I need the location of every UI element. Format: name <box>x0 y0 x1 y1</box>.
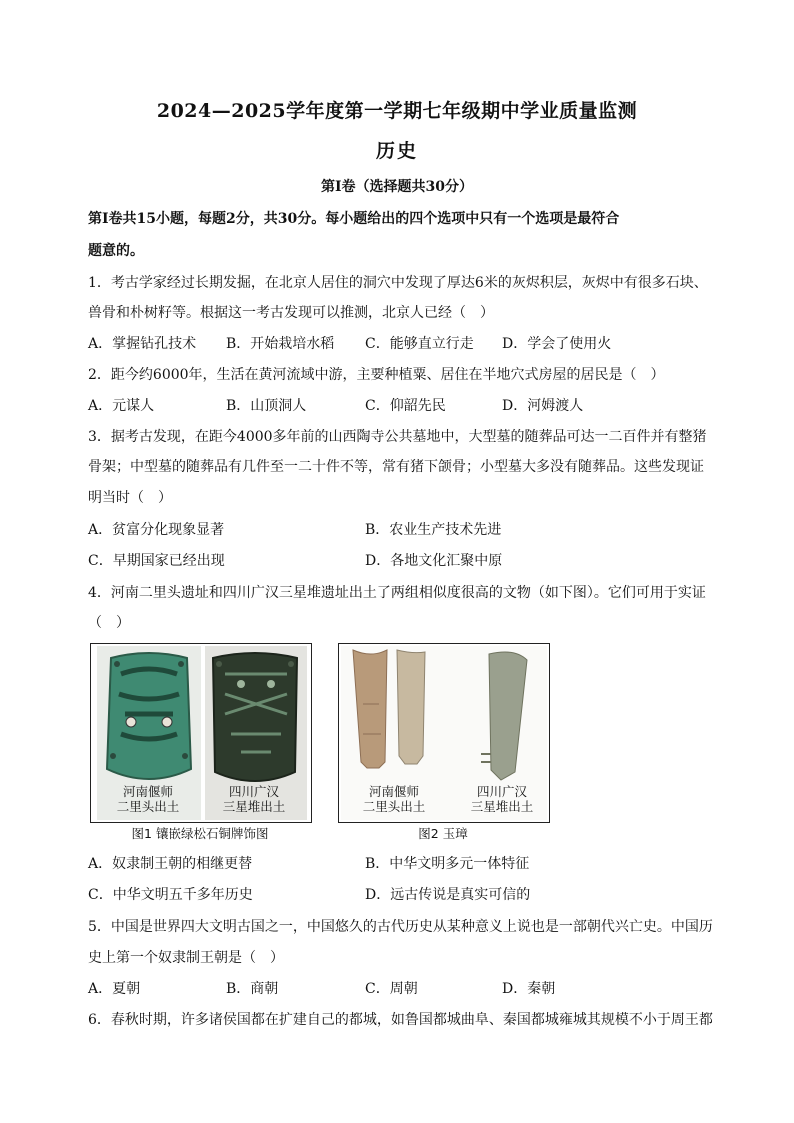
q4-stem-line-1: 4．河南二里头遗址和四川广汉三星堆遗址出土了两组相似度很高的文物（如下图）。它们可用于实证 <box>88 585 706 601</box>
q5-option-d[interactable]: D．秦朝 <box>502 981 556 997</box>
q2-option-c[interactable]: C．仰韶先民 <box>365 398 446 414</box>
q6-stem-line-1: 6．春秋时期，许多诸侯国都在扩建自己的都城，如鲁国都城曲阜、秦国都城雍城其规模不小于周王都 <box>88 1012 713 1028</box>
subject-title: 历史 <box>375 140 418 162</box>
fig2-label-sichuan <box>457 784 547 814</box>
fig2-label-henan-line-1: 河南偃师 <box>368 784 419 799</box>
q3-stem-line-2: 骨架；中型墓的随葬品有几件至一二十件不等，常有猪下颌骨；小型墓大多没有随葬品。这些发现证 <box>88 459 704 475</box>
q4-option-d[interactable]: D．远古传说是真实可信的 <box>365 887 531 903</box>
fig1-label-henan-line-1: 河南偃师 <box>122 784 173 799</box>
q4-option-c[interactable]: C．中华文明五千多年历史 <box>88 887 253 903</box>
q5-option-c[interactable]: C．周朝 <box>365 981 418 997</box>
q4-option-b[interactable]: B．中华文明多元一体特征 <box>365 856 530 872</box>
q4-option-a[interactable]: A．奴隶制王朝的相继更替 <box>88 856 253 872</box>
fig1-label-henan-line-2: 二里头出土 <box>116 799 180 814</box>
q5-option-b[interactable]: B．商朝 <box>226 981 279 997</box>
fig2-label-henan <box>349 784 439 814</box>
q3-option-c[interactable]: C．早期国家已经出现 <box>88 553 225 569</box>
fig1-label-sichuan-line-1: 四川广汉 <box>228 784 279 799</box>
fig1-label-sichuan-line-2: 三星堆出土 <box>222 799 286 814</box>
q3-option-d[interactable]: D．各地文化汇聚中原 <box>365 553 503 569</box>
q2-option-d[interactable]: D．河姆渡人 <box>502 398 584 414</box>
section-title: 第Ⅰ卷（选择题共30分） <box>320 179 474 195</box>
q3-stem-line-3: 明当时（ ） <box>88 490 172 506</box>
q5-stem-line-2: 史上第一个奴隶制王朝是（ ） <box>88 950 284 966</box>
q1-option-b[interactable]: B．开始栽培水稻 <box>226 336 335 352</box>
q1-option-d[interactable]: D．学会了使用火 <box>502 336 612 352</box>
q3-option-b[interactable]: B．农业生产技术先进 <box>365 522 502 538</box>
figure-1-bronze-plaques <box>90 643 312 823</box>
figure-2-jade-zhang <box>338 643 550 823</box>
q1-stem-line-2: 兽骨和朴树籽等。根据这一考古发现可以推测，北京人已经（ ） <box>88 305 494 321</box>
q1-stem-line-1: 1．考古学家经过长期发掘，在北京人居住的洞穴中发现了厚达6米的灰烬积层，灰烬中有很多石块、 <box>88 275 708 291</box>
q2-option-b[interactable]: B．山顶洞人 <box>226 398 307 414</box>
q5-stem-line-1: 5．中国是世界四大文明古国之一，中国悠久的古代历史从某种意义上说也是一部朝代兴亡史。中国历 <box>88 919 713 935</box>
instructions-line-2: 题意的。 <box>88 243 144 259</box>
fig2-label-sichuan-line-1: 四川广汉 <box>476 784 527 799</box>
q3-stem-line-1: 3．据考古发现，在距今4000多年前的山西陶寺公共墓地中，大型墓的随葬品可达一二百件并有整猪 <box>88 429 707 445</box>
fig2-label-henan-line-2: 二里头出土 <box>362 799 426 814</box>
fig1-label-henan <box>103 784 193 814</box>
q2-stem-line-1: 2．距今约6000年，生活在黄河流域中游，主要种植粟、居住在半地穴式房屋的居民是（ ） <box>88 367 665 383</box>
q5-option-a[interactable]: A．夏朝 <box>88 981 141 997</box>
q1-option-a[interactable]: A．掌握钻孔技术 <box>88 336 197 352</box>
fig1-caption: 图1 镶嵌绿松石铜牌饰图 <box>131 826 269 841</box>
exam-title: 2024—2025学年度第一学期七年级期中学业质量监测 <box>156 100 638 122</box>
instructions-line-1: 第Ⅰ卷共15小题，每题2分，共30分。每小题给出的四个选项中只有一个选项是最符合 <box>88 211 620 227</box>
q3-option-a[interactable]: A．贫富分化现象显著 <box>88 522 225 538</box>
fig2-label-sichuan-line-2: 三星堆出土 <box>470 799 534 814</box>
fig1-label-sichuan <box>209 784 299 814</box>
q4-stem-line-2: （ ） <box>88 615 130 631</box>
fig2-caption: 图2 玉璋 <box>418 826 468 841</box>
q2-option-a[interactable]: A．元谋人 <box>88 398 155 414</box>
q1-option-c[interactable]: C．能够直立行走 <box>365 336 474 352</box>
